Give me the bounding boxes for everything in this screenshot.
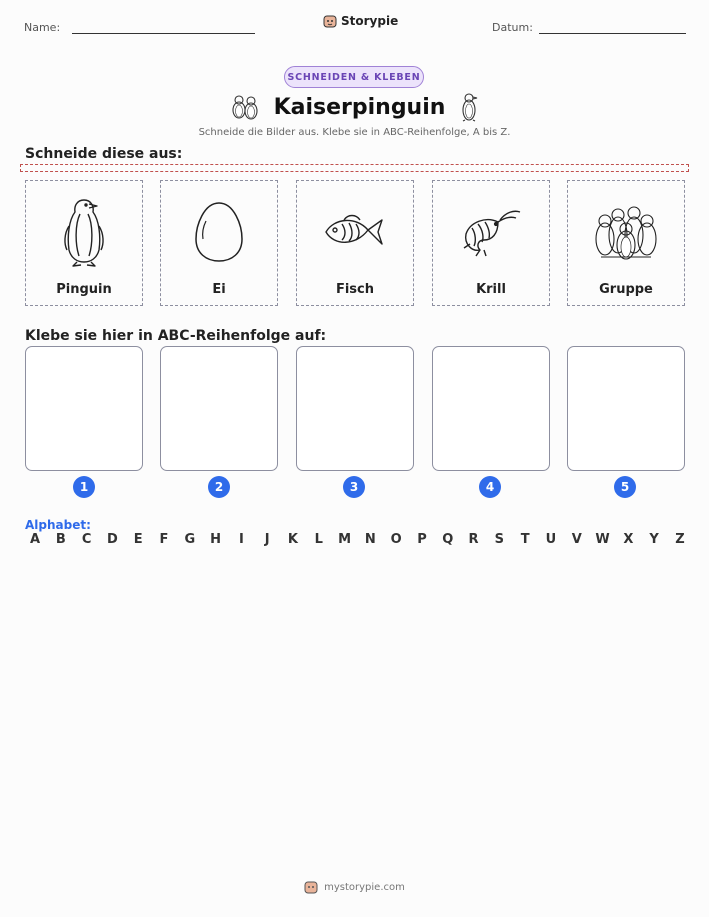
egg-icon: [161, 187, 277, 277]
alphabet-letter: I: [238, 532, 244, 547]
alphabet-letter: J: [264, 532, 270, 547]
card-label: Gruppe: [599, 282, 653, 297]
shrimp-icon: [433, 187, 549, 277]
slot-number-5: 5: [614, 476, 636, 498]
alphabet-letter: D: [106, 532, 118, 547]
brand-name: Storypie: [341, 14, 399, 28]
paste-slot-5[interactable]: [567, 346, 685, 471]
slot-number-1: 1: [73, 476, 95, 498]
alphabet-letter: B: [55, 532, 66, 547]
fish-icon: [297, 187, 413, 277]
alphabet-letter: C: [81, 532, 92, 547]
paste-slot-1[interactable]: [25, 346, 143, 471]
alphabet-letter: Q: [442, 532, 454, 547]
slot-number-2: 2: [208, 476, 230, 498]
footer: [0, 880, 709, 894]
brand-logo: [323, 14, 398, 28]
alphabet-letter: K: [287, 532, 298, 547]
cutout-card-fisch[interactable]: [296, 180, 414, 306]
alphabet-letter: M: [338, 532, 352, 547]
instructions: Schneide die Bilder aus. Klebe sie in ABC-Reihenfolge, A bis Z.: [198, 127, 511, 138]
alphabet-letter: A: [29, 532, 41, 547]
alphabet-letter: E: [133, 532, 143, 547]
cutout-card-krill[interactable]: [432, 180, 550, 306]
cut-section-heading: Schneide diese aus:: [25, 146, 183, 162]
alphabet-letter: V: [571, 532, 582, 547]
alphabet-letter: Z: [675, 532, 685, 547]
alphabet-letter: Y: [649, 532, 659, 547]
title-row: [0, 92, 709, 127]
alphabet-letter: G: [184, 532, 196, 547]
card-label: Fisch: [335, 282, 375, 297]
alphabet-letter: H: [210, 532, 222, 547]
alphabet-letter: R: [468, 532, 479, 547]
name-label: Name:: [24, 21, 61, 34]
name-line[interactable]: [72, 33, 255, 34]
penguin-icon: [26, 187, 142, 277]
card-label: Krill: [476, 282, 506, 297]
paste-section-heading: Klebe sie hier in ABC-Reihenfolge auf:: [25, 328, 327, 344]
date-line[interactable]: [539, 33, 686, 34]
penguin-icon: [459, 92, 479, 122]
footer-url[interactable]: mystorypie.com: [324, 881, 405, 893]
alphabet-letter: P: [417, 532, 427, 547]
alphabet-letter: W: [595, 532, 610, 547]
paste-slot-3[interactable]: [296, 346, 414, 471]
cut-line: [20, 164, 689, 172]
alphabet-letter: F: [159, 532, 169, 547]
alphabet-letter: N: [364, 532, 376, 547]
date-label: Datum:: [492, 21, 533, 34]
alphabet-letter: U: [545, 532, 557, 547]
slot-number-4: 4: [479, 476, 501, 498]
alphabet-letter: X: [623, 532, 634, 547]
activity-badge: SCHNEIDEN & KLEBEN: [284, 66, 424, 88]
alphabet-letter: L: [314, 532, 323, 547]
penguin-pair-icon: [230, 93, 260, 121]
alphabet-row: [25, 532, 690, 547]
page-title: Kaiserpinguin: [273, 94, 446, 120]
cutout-card-pinguin[interactable]: [25, 180, 143, 306]
storypie-mascot-icon: [304, 880, 318, 894]
card-label: Pinguin: [56, 282, 112, 297]
slot-number-3: 3: [343, 476, 365, 498]
alphabet-letter: S: [494, 532, 505, 547]
cutout-card-ei[interactable]: [160, 180, 278, 306]
alphabet-label: Alphabet:: [25, 518, 91, 532]
paste-slot-4[interactable]: [432, 346, 550, 471]
storypie-mascot-icon: [323, 14, 337, 28]
paste-slot-2[interactable]: [160, 346, 278, 471]
alphabet-letter: T: [520, 532, 530, 547]
penguin-group-icon: [568, 187, 684, 277]
card-label: Ei: [212, 282, 226, 297]
alphabet-letter: O: [390, 532, 402, 547]
cutout-card-gruppe[interactable]: [567, 180, 685, 306]
